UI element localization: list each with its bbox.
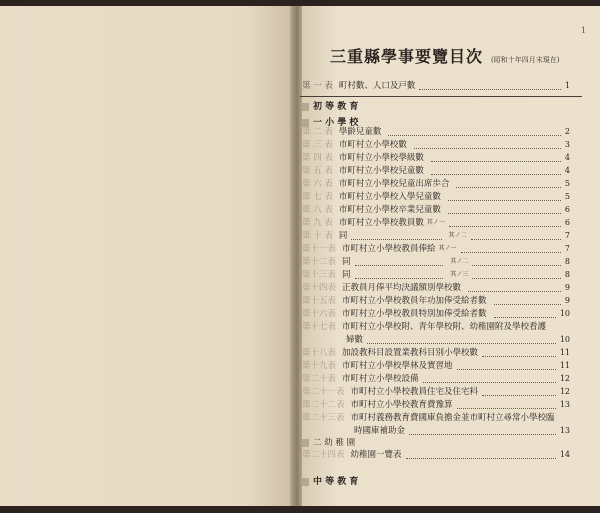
toc-row-continued: 時國庫補助金 13 [354, 426, 570, 436]
toc-row: 第 五 表 市町村立小學校兒童數 4 [302, 166, 570, 176]
toc-row: 第 四 表 市町村立小學校學級數 4 [302, 153, 570, 163]
section-marker-icon [302, 439, 309, 447]
section-marker-icon [302, 478, 309, 486]
toc-row: 第 九 表 市町村立小學校教員數 其ノ一 6 [302, 218, 570, 228]
toc-row: 第十八表 加設教科目設置業教科目別小學校數 11 [302, 348, 570, 358]
toc-row: 第二十四表 幼稚園一覽表 14 [302, 450, 570, 460]
toc-row: 第二十一表 市町村立小學校教員住宅及住宅料 12 [302, 387, 570, 397]
toc-row: 第十一表 市町村立小學校教員俸給 其ノ一 7 [302, 244, 570, 254]
toc-row: 第二十三表 市町村義務教育費國庫負擔金並市町村立尋常小學校臨 [302, 413, 555, 423]
page-title: 三重縣學事要覽目次 [330, 47, 484, 66]
section-heading-primary: 一 小 學 校 [302, 115, 358, 128]
toc-row: 第 十 表 同 其ノ二 7 [302, 231, 570, 241]
left-blank-page [0, 6, 292, 506]
table-number: 第 一 表 [302, 81, 333, 91]
toc-row: 第十三表 同 其ノ三 8 [302, 270, 571, 280]
toc-row: 第二十二表 市町村立小學校教育費豫算 13 [302, 400, 570, 410]
toc-row: 第 六 表 市町村立小學校兒童出席歩合 5 [302, 179, 570, 189]
section-heading-secondary: 中 等 教 育 [302, 474, 358, 487]
section-heading-kindergarten: 二 幼 稚 園 [302, 436, 355, 448]
toc-row: 第 二 表 學齡兒童數 2 [302, 127, 570, 137]
toc-row-continued: 婦數 10 [346, 335, 570, 345]
section-rule [300, 96, 582, 97]
toc-row: 第十四表 正教員月俸平均決議額別學校數 9 [302, 283, 570, 293]
toc-row: 第 七 表 市町村立小學校入學兒童數 5 [302, 192, 570, 202]
table-title: 町村數、人口及戸數 [338, 81, 416, 91]
toc-row: 第十六表 市町村立小學校教員特別加俸受給者數 10 [302, 309, 570, 319]
section-marker-icon [302, 103, 309, 111]
toc-row: 第 八 表 市町村立小學校卒業兒童數 6 [302, 205, 570, 215]
toc-row: 第十二表 同 其ノ二 8 [302, 257, 571, 267]
section-heading-elementary: 初 等 教 育 [302, 99, 358, 112]
page-ref: 1 [564, 81, 570, 90]
toc-row: 第二十表 市町村立小學校設備 12 [302, 374, 570, 384]
toc-row: 第十九表 市町村立小學校學林及實習地 11 [302, 361, 570, 371]
toc-row [302, 80, 570, 92]
dot-leader [419, 83, 560, 90]
page-number: 1 [580, 26, 586, 35]
toc-row: 第 三 表 市町村立小學校數 3 [302, 140, 570, 150]
toc-row: 第十五表 市町村立小學校教員年功加俸受給者數 9 [302, 296, 570, 306]
page-subtitle: (昭和十年四月末現在) [491, 56, 560, 64]
toc-row: 第十七表 市町村立小學校附、青年學校附、幼稚園附及學校看護 [302, 322, 547, 332]
title-row [330, 44, 580, 68]
